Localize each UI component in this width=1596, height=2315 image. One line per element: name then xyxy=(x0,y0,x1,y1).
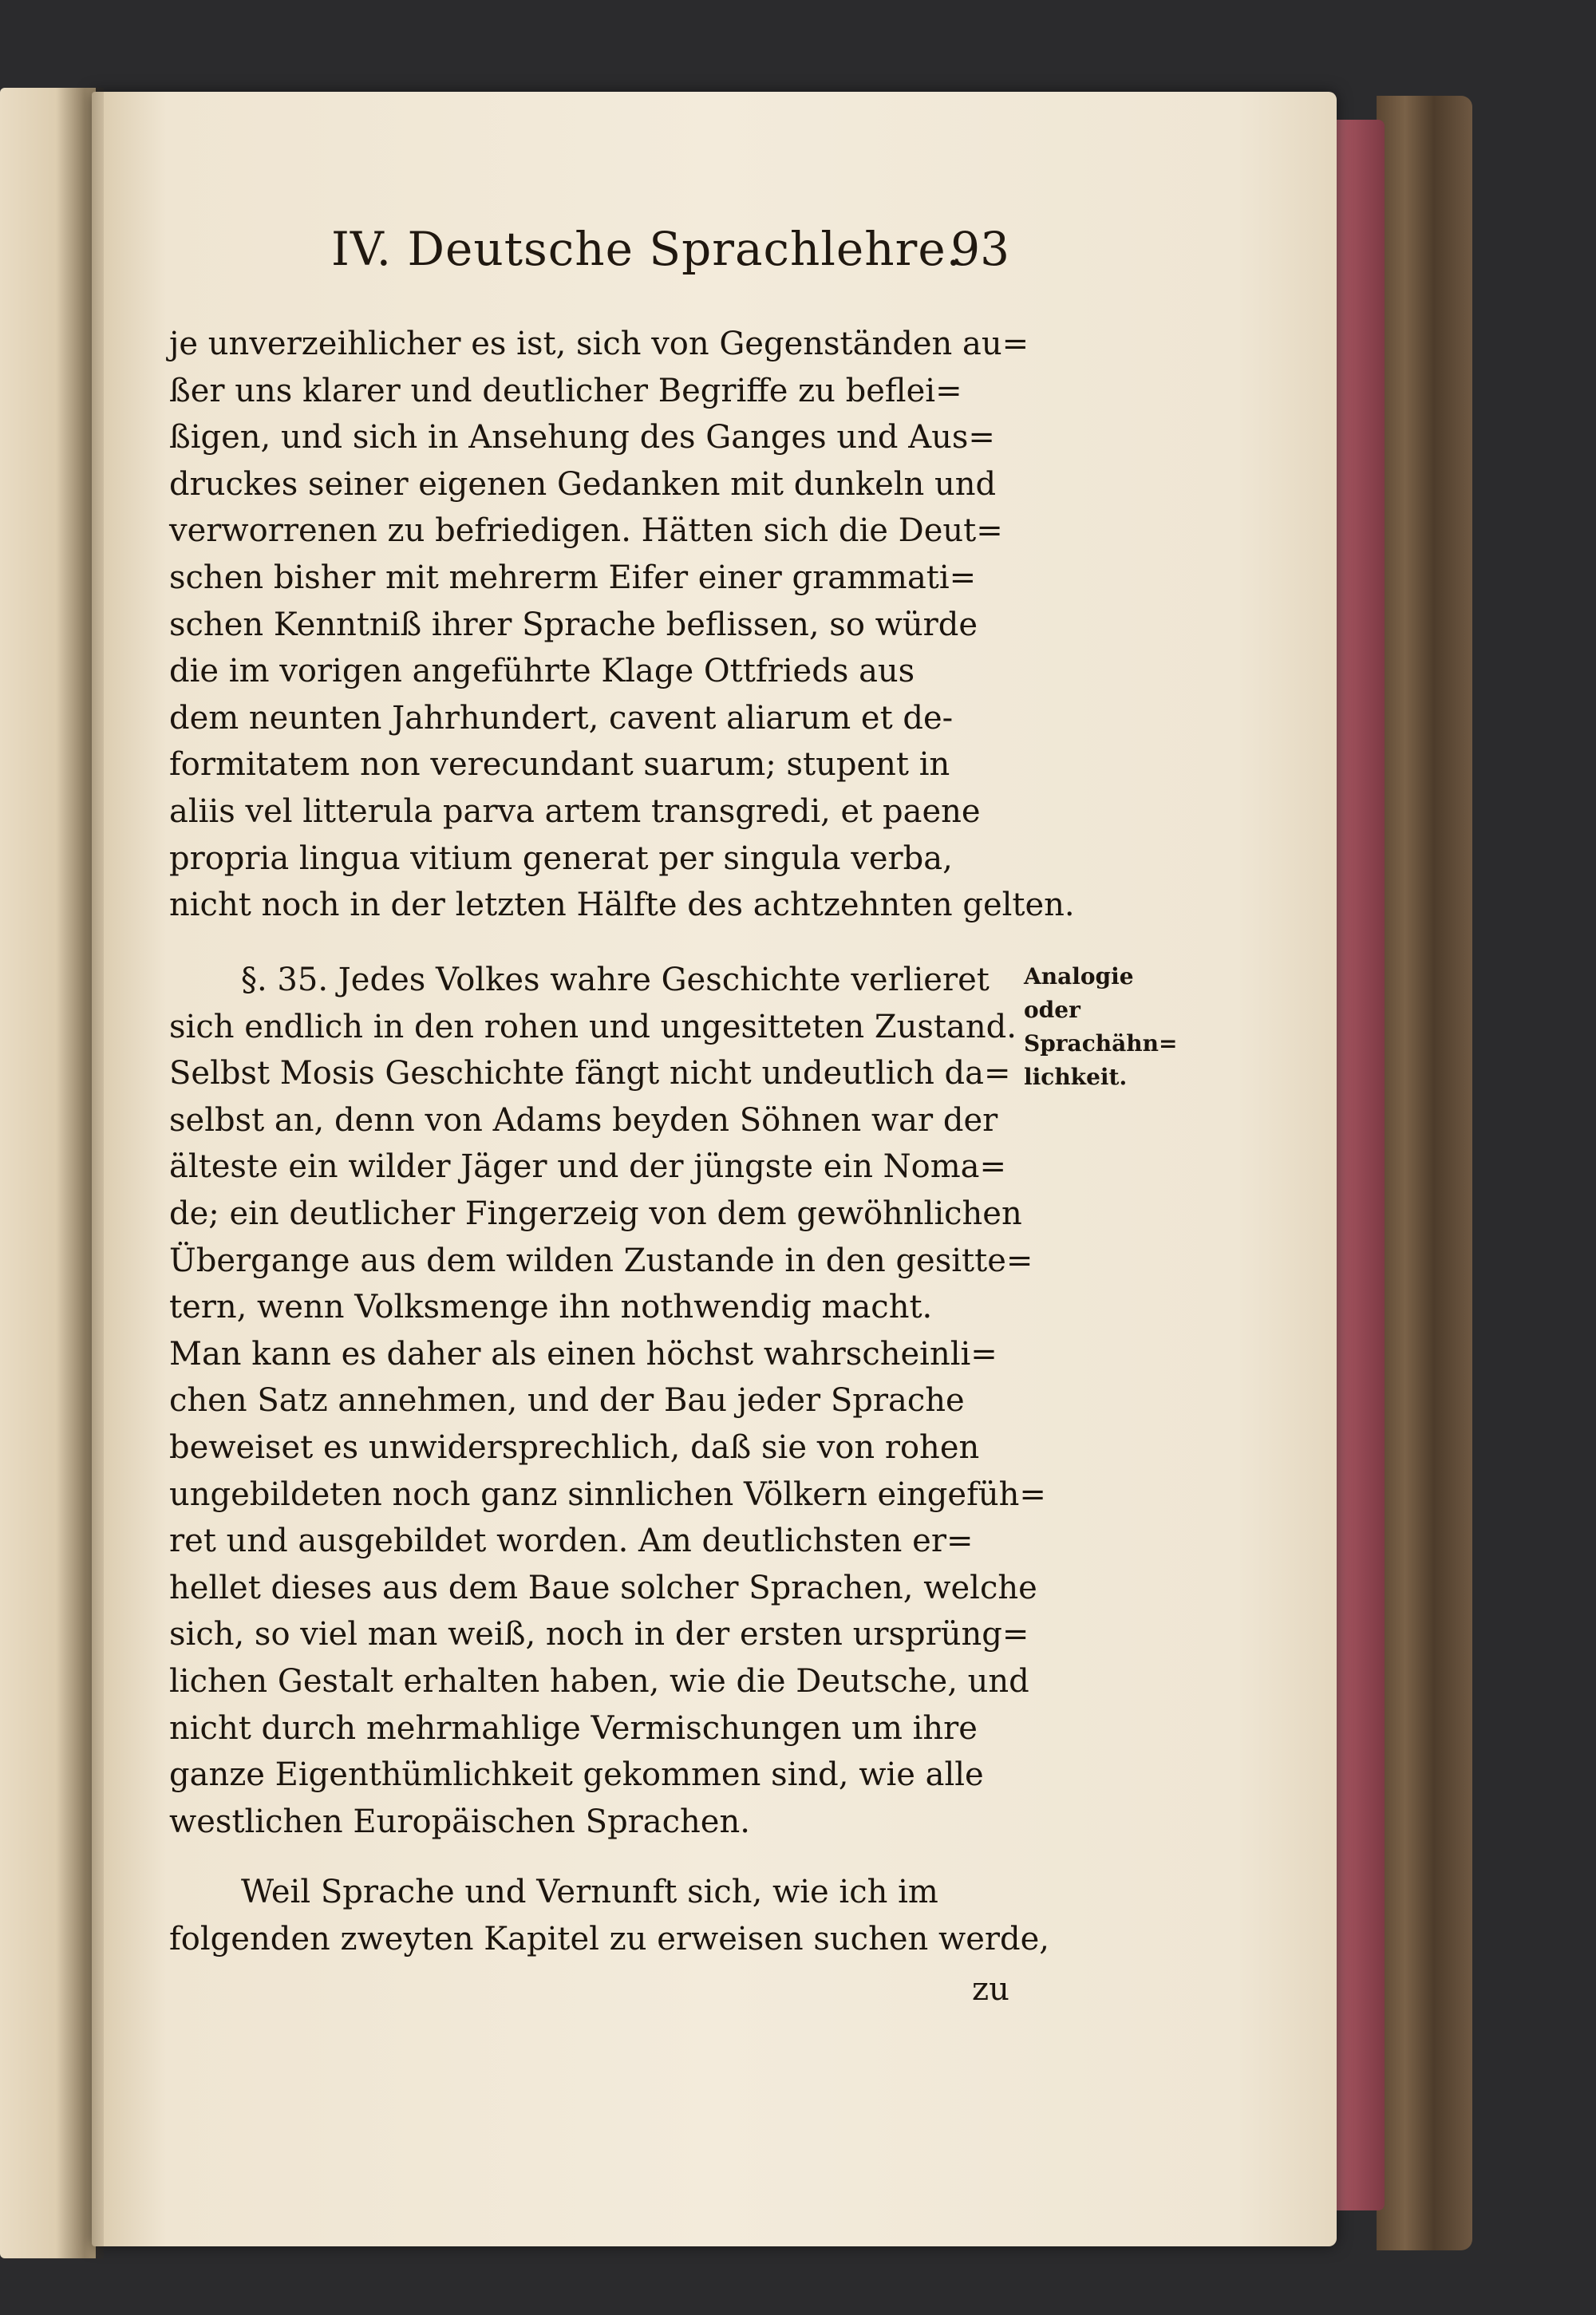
margin-note-line: Analogie xyxy=(1024,963,1134,990)
text-line: Selbst Mosis Geschichte fängt nicht undeutlich da= xyxy=(169,1055,1011,1092)
text-line: aliis vel litterula parva artem transgredi, et paene xyxy=(169,792,981,830)
text-line: sich endlich in den rohen und ungesitteten Zustand. xyxy=(169,1008,1017,1045)
text-line: verworrenen zu befriedigen. Hätten sich die Deut= xyxy=(169,512,1003,550)
text-line: beweiset es unwidersprechlich, daß sie von rohen xyxy=(169,1428,980,1466)
text-line: dem neunten Jahrhundert, cavent aliarum et de- xyxy=(169,699,954,737)
text-line: ßer uns klarer und deutlicher Begriffe zu beflei= xyxy=(169,372,962,409)
text-line: propria lingua vitium generat per singula verba, xyxy=(169,839,953,877)
text-line: Man kann es daher als einen höchst wahrscheinli= xyxy=(169,1335,998,1373)
text-line: ganze Eigenthümlichkeit gekommen sind, wie alle xyxy=(169,1756,984,1794)
text-line: die im vorigen angeführte Klage Ottfrieds aus xyxy=(169,653,915,690)
text-line: Weil Sprache und Vernunft sich, wie ich im xyxy=(241,1874,938,1910)
text-line: je unverzeihlicher es ist, sich von Gegenständen au= xyxy=(169,326,1029,362)
page-number: 93 xyxy=(950,222,1009,276)
margin-note-line: lichkeit. xyxy=(1024,1064,1128,1090)
text-line: Übergange aus dem wilden Zustande in den gesitte= xyxy=(169,1242,1033,1279)
text-line: chen Satz annehmen, und der Bau jeder Sprache xyxy=(169,1382,965,1420)
running-title: IV. Deutsche Sprachlehre. xyxy=(331,222,962,276)
paragraph-continuation xyxy=(169,321,1075,929)
margin-note-line: oder xyxy=(1024,997,1080,1023)
text-line: schen bisher mit mehrerm Eifer einer grammati= xyxy=(169,559,977,596)
text-line: älteste ein wilder Jäger und der jüngste ein Noma= xyxy=(169,1148,1007,1186)
text-line: schen Kenntniß ihrer Sprache beflissen, so würde xyxy=(169,606,978,643)
text-line: lichen Gestalt erhalten haben, wie die Deutsche, und xyxy=(169,1662,1029,1700)
text-line: druckes seiner eigenen Gedanken mit dunkeln und xyxy=(169,465,997,503)
text-line: ungebildeten noch ganz sinnlichen Völkern eingefüh= xyxy=(169,1476,1046,1513)
text-line: ret und ausgebildet worden. Am deutlichsten er= xyxy=(169,1523,974,1560)
text-line: de; ein deutlicher Fingerzeig von dem gewöhnlichen xyxy=(169,1195,1022,1232)
paragraph-next xyxy=(169,1869,1050,1962)
text-line: nicht noch in der letzten Hälfte des achtzehnten gelten. xyxy=(169,887,1075,924)
running-header xyxy=(331,222,1009,286)
book-cover-edge xyxy=(1377,96,1472,2250)
text-line: folgenden zweyten Kapitel zu erweisen suchen werde, xyxy=(169,1920,1050,1957)
gutter-shadow xyxy=(56,88,104,2258)
text-line: sich, so viel man weiß, noch in der ersten ursprüng= xyxy=(169,1616,1029,1653)
text-line: westlichen Europäischen Sprachen. xyxy=(169,1803,750,1840)
text-line: nicht durch mehrmahlige Vermischungen um ihre xyxy=(169,1709,978,1747)
margin-note xyxy=(1024,960,1178,1094)
margin-note-line: Sprachähn= xyxy=(1024,1030,1178,1057)
text-line: §. 35. Jedes Volkes wahre Geschichte verlieret xyxy=(241,962,990,998)
text-line: tern, wenn Volksmenge ihn nothwendig macht. xyxy=(169,1289,933,1326)
text-line: hellet dieses aus dem Baue solcher Sprachen, welche xyxy=(169,1569,1037,1606)
paragraph-section-35 xyxy=(169,957,1046,1845)
text-line: ßigen, und sich in Ansehung des Ganges und Aus= xyxy=(169,419,995,456)
text-line: formitatem non verecundant suarum; stupent in xyxy=(169,746,950,784)
text-line: selbst an, denn von Adams beyden Söhnen war der xyxy=(169,1101,998,1139)
catchword: zu xyxy=(972,1971,1009,2008)
